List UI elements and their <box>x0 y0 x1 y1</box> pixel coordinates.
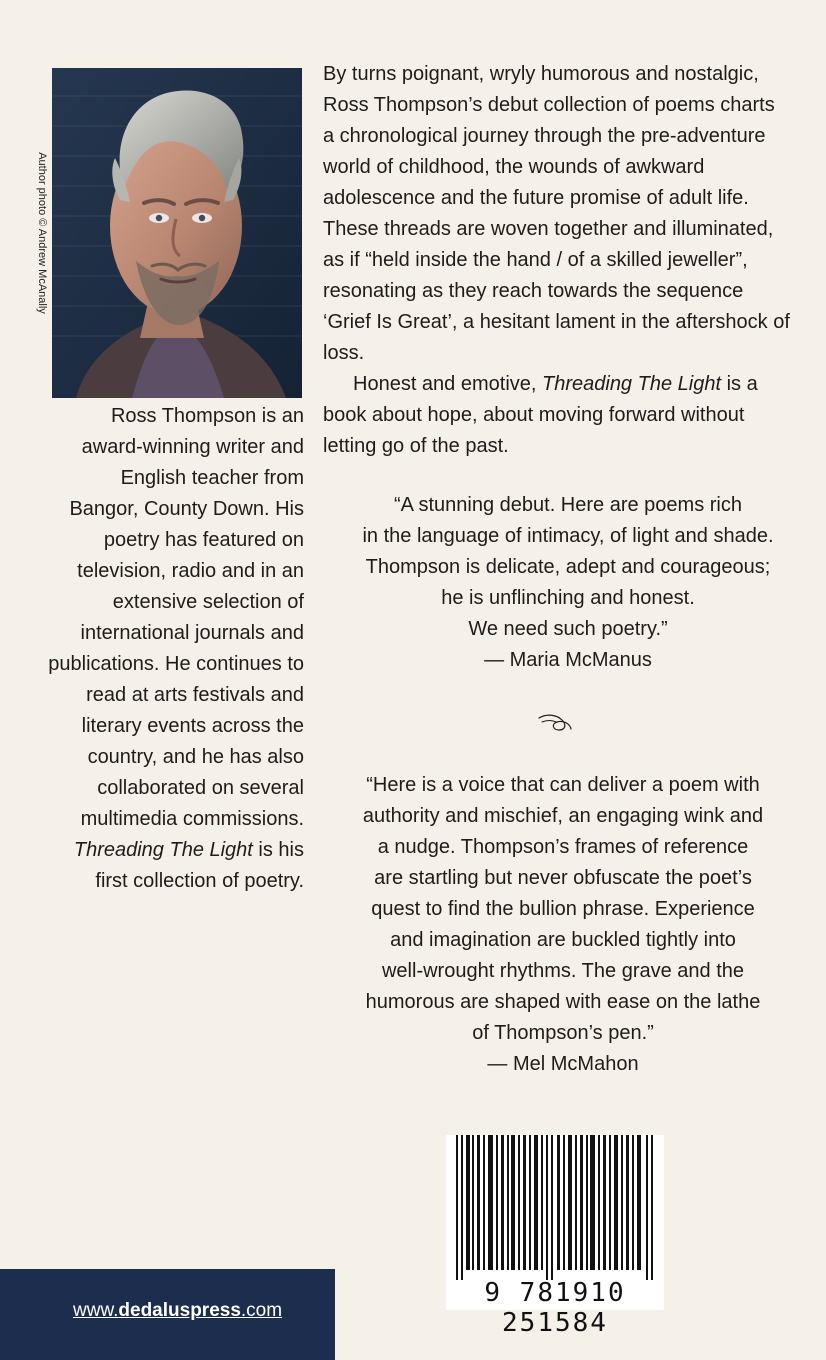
url-prefix: www. <box>73 1300 119 1321</box>
quote-line: he is unflinching and honest. <box>441 587 695 609</box>
publisher-footer <box>0 1269 335 1360</box>
quote-line: We need such poetry.” <box>468 618 668 640</box>
quote-line: well-wrought rhythms. The grave and the <box>381 960 745 982</box>
book-description-paragraph-2 <box>323 369 791 462</box>
url-brand: dedaluspress <box>118 1300 241 1321</box>
flourish-ornament-icon <box>536 712 574 734</box>
publisher-website-link[interactable] <box>73 1299 323 1323</box>
description-prefix: Honest and emotive, <box>353 373 542 395</box>
description-suffix: is a book about hope, about moving forward without letting go of the past. <box>323 373 758 457</box>
quote-line: of Thompson’s pen.” <box>472 1022 654 1044</box>
review-quote-maria-mcmanus <box>323 490 813 676</box>
quote-line: in the language of intimacy, of light and shade. <box>362 525 774 547</box>
quote-line: authority and mischief, an engaging wink and <box>362 805 764 827</box>
quote-line: humorous are shaped with ease on the lathe <box>365 991 761 1013</box>
quote-line: are startling but never obfuscate the poet’s <box>374 867 752 889</box>
isbn-number: 9 781910 251584 <box>484 1278 626 1338</box>
photo-credit: Author photo © Andrew McAnally <box>36 152 48 314</box>
review-quote-mel-mcmahon <box>335 770 791 1080</box>
quote-line: and imagination are buckled tightly into <box>390 929 736 951</box>
quote-line: a nudge. Thompson’s frames of reference <box>377 836 749 858</box>
author-bio-text-end: is his first collection of poetry. <box>95 839 304 892</box>
quote-attribution: — Mel McMahon <box>487 1053 639 1075</box>
isbn-barcode-icon <box>456 1135 654 1280</box>
url-suffix: .com <box>240 1300 283 1321</box>
book-title-in-bio: Threading The Light <box>73 839 253 861</box>
book-title-in-description: Threading The Light <box>542 373 722 395</box>
book-description-paragraph-1: By turns poignant, wryly humorous and nostalgic, Ross Thompson’s debut collection of poems charts a chronological journey through the pre-adventure world of childhood, the wounds of awkward adolescence and the future promise of adult life. These threads are woven together and illuminated, as if “held inside the hand / of a skilled jeweller”, resonating as they reach towards the sequence ‘Grief Is Great’, a hesitant lament in the aftershock of loss. <box>323 63 790 364</box>
author-portrait-icon <box>52 68 302 398</box>
quote-attribution: — Maria McManus <box>484 649 652 671</box>
book-description <box>323 59 791 462</box>
isbn-barcode <box>446 1135 664 1338</box>
quote-line: “Here is a voice that can deliver a poem with <box>366 774 760 796</box>
quote-line: “A stunning debut. Here are poems rich <box>394 494 742 516</box>
author-bio-text: Ross Thompson is an award-winning writer and English teacher from Bangor, County Down. His poetry has featured on television, radio and in an extensive selection of international journals and publications. He continues to read at arts festivals and literary events across the country, and he has also collaborated on several multimedia commissions. <box>48 405 304 830</box>
quote-line: Thompson is delicate, adept and courageous; <box>365 556 771 578</box>
quote-line: quest to find the bullion phrase. Experience <box>371 898 755 920</box>
author-bio <box>48 401 304 897</box>
author-photo <box>52 68 302 398</box>
